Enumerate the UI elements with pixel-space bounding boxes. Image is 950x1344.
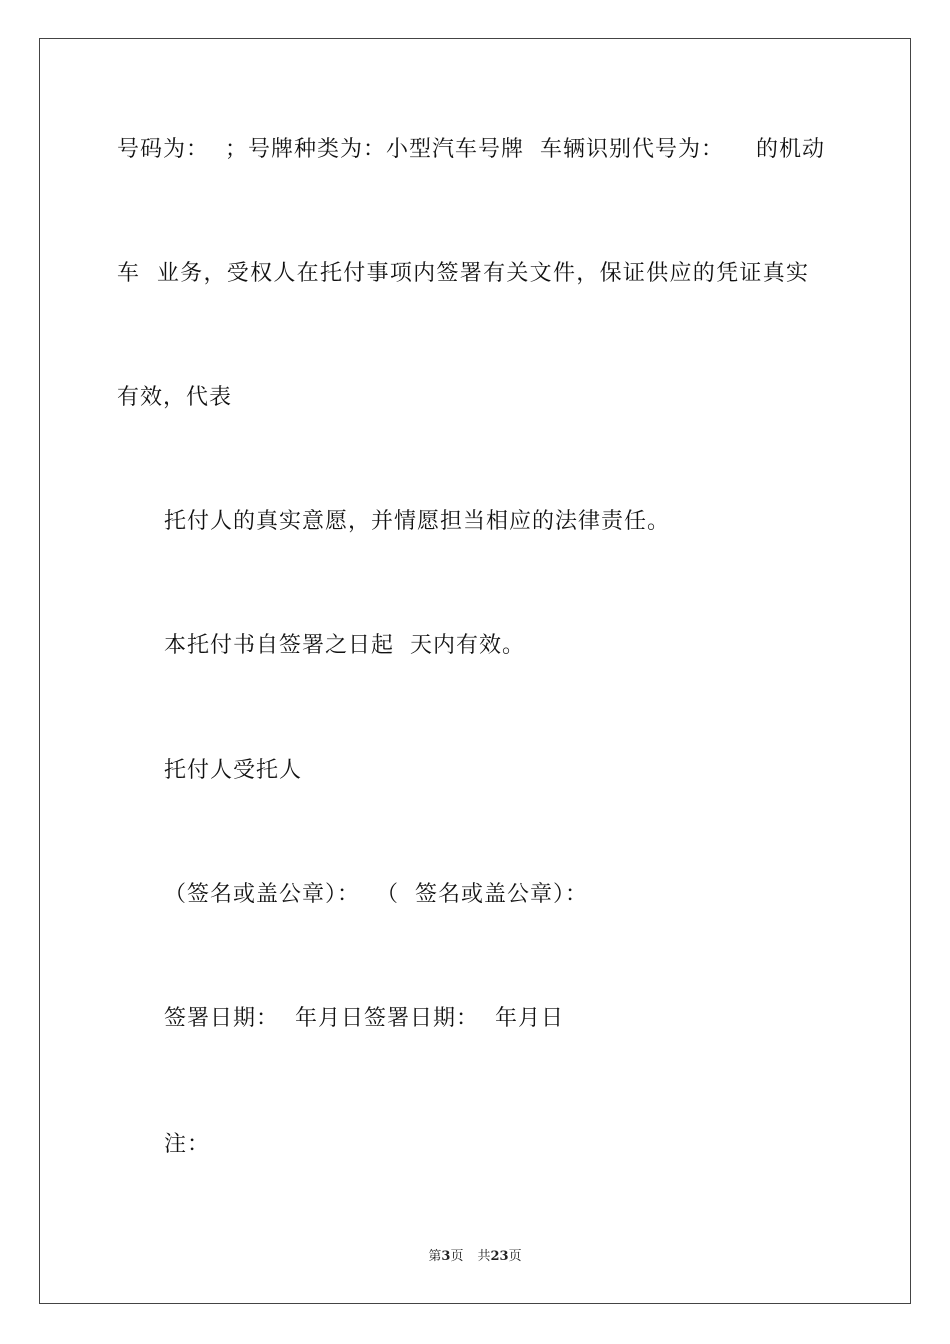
body-line-8: 签署日期： 年月日签署日期： 年月日	[164, 1006, 564, 1031]
body-line-9: 注：	[164, 1132, 211, 1157]
body-line-7: （签名或盖公章）： （ 签名或盖公章）：	[164, 882, 588, 907]
total-prefix: 共	[477, 1249, 491, 1264]
total-suffix: 页	[508, 1249, 522, 1264]
body-line-4: 托付人的真实意愿，并情愿担当相应的法律责任。	[164, 509, 671, 534]
page-prefix: 第	[428, 1249, 442, 1264]
page-footer	[0, 1248, 950, 1266]
page-suffix: 页	[450, 1249, 464, 1264]
body-line-1: 号码为： ；号牌种类为：小型汽车号牌 车辆识别代号为： 的机动	[117, 137, 825, 162]
page-current: 3	[441, 1249, 451, 1264]
page-total: 23	[490, 1249, 509, 1264]
body-line-3: 有效，代表	[117, 385, 233, 410]
body-line-5: 本托付书自签署之日起 天内有效。	[164, 633, 525, 658]
body-line-6: 托付人受托人	[164, 758, 303, 783]
body-line-2: 车 业务，受权人在托付事项内签署有关文件，保证供应的凭证真实	[117, 261, 810, 286]
page-border	[39, 38, 911, 1304]
